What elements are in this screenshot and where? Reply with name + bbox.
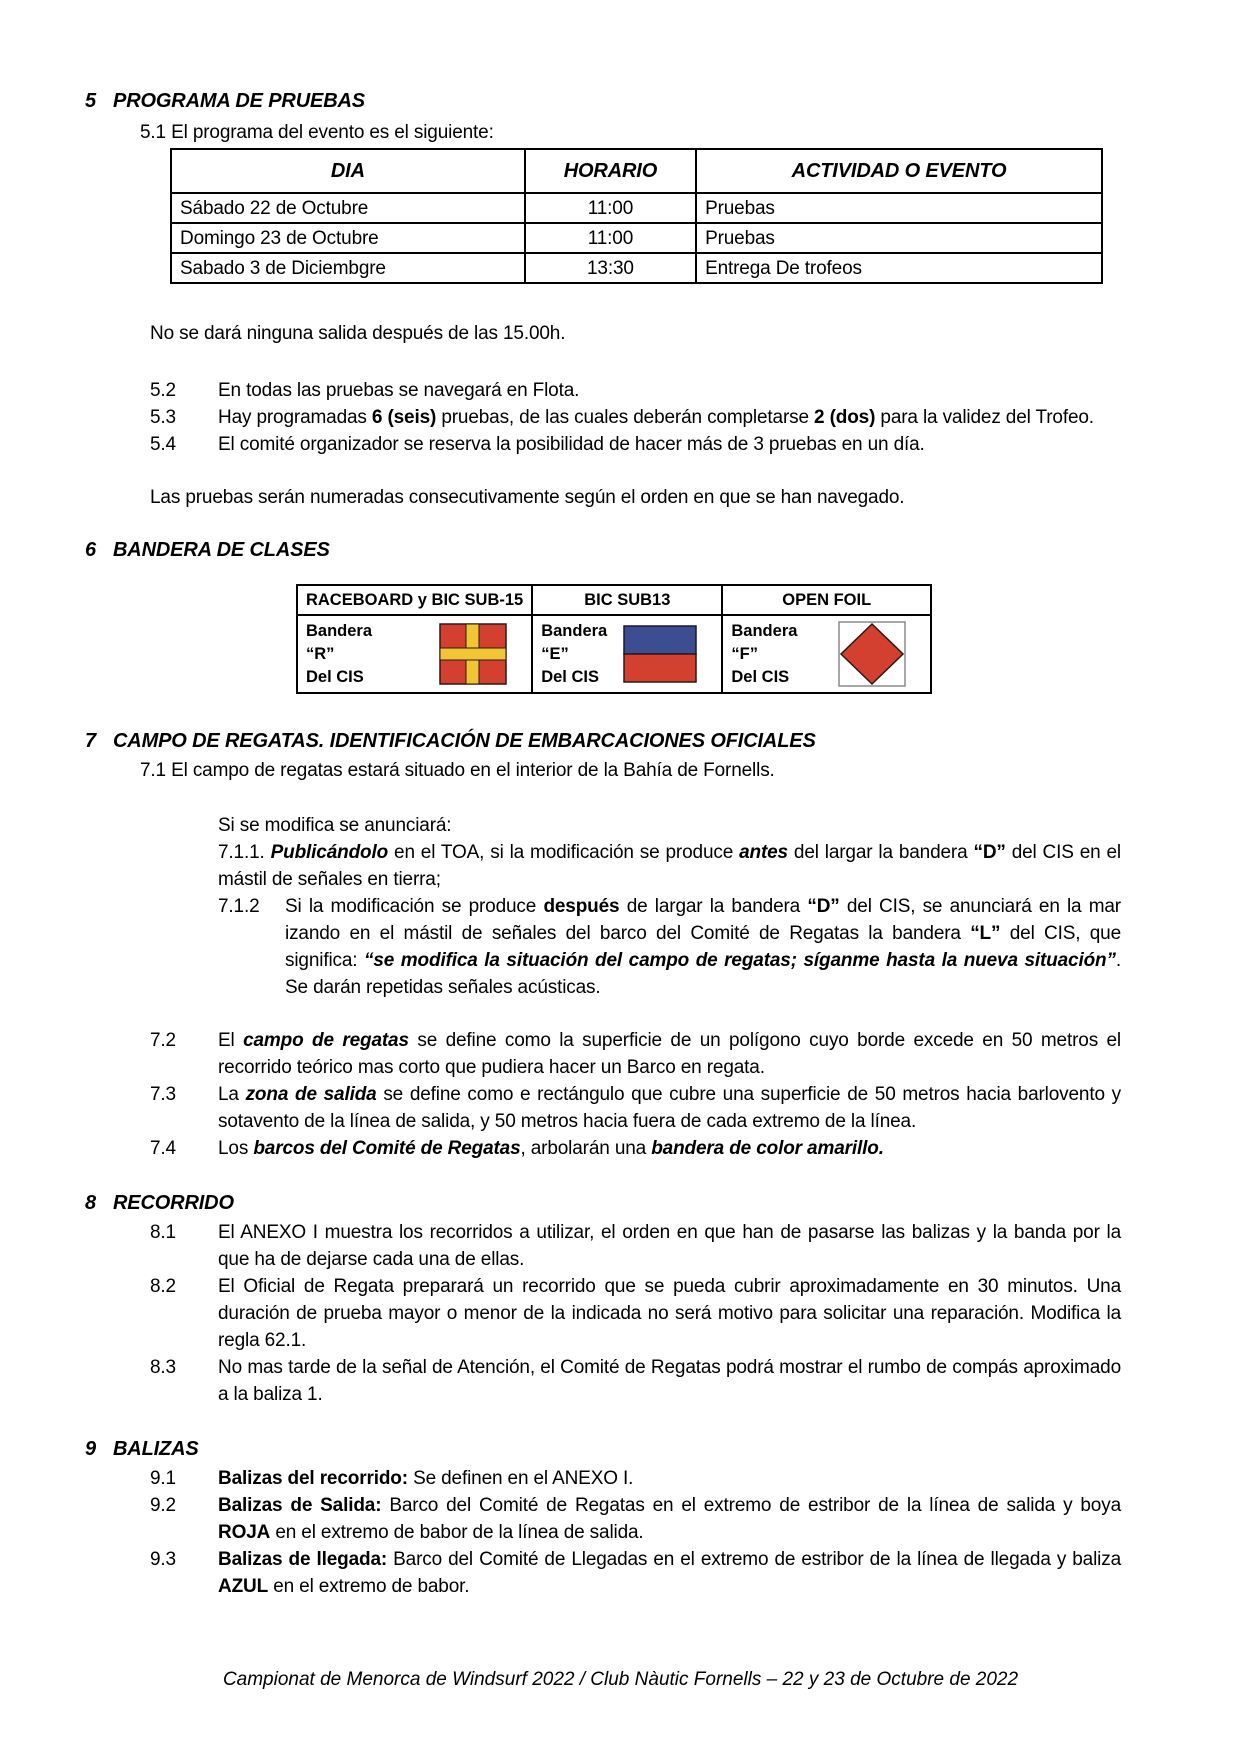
clause-text: Los barcos del Comité de Regatas, arbolarán una bandera de color amarillo. — [218, 1138, 884, 1159]
section-number: 5 — [85, 90, 96, 112]
flag-label: Bandera “E” Del CIS — [541, 621, 608, 686]
section-title: BALIZAS — [113, 1438, 199, 1460]
clause-number: 7.3 — [150, 1084, 176, 1105]
clause-text: El comité organizador se reserva la posibilidad de hacer más de 3 pruebas en un día. — [218, 434, 925, 455]
cell-activity: Pruebas — [696, 223, 1102, 253]
flag-label: Bandera “R” Del CIS — [306, 621, 373, 686]
flag-cell-r — [297, 615, 532, 693]
clause-8-2 — [150, 1273, 1121, 1354]
clause-text: La zona de salida se define como e rectángulo que cubre una superficie de 50 metros hacia barlovento y sotavento de la línea de salida, y 50 metros hacia fuera de cada extremo de la línea. — [218, 1084, 1121, 1132]
table-row — [171, 223, 1102, 253]
clause-number: 9.2 — [150, 1495, 176, 1516]
col-header-actividad: ACTIVIDAD O EVENTO — [696, 149, 1102, 193]
clause-number: 8.2 — [150, 1276, 176, 1297]
clause-text: Balizas del recorrido: Se definen en el ANEXO I. — [218, 1468, 634, 1489]
clause-8-3 — [150, 1354, 1121, 1408]
clause-text: Si la modificación se produce después de largar la bandera “D” del CIS, se anunciará en la mar izando en el mástil de señales del barco del Comité de Regatas la bandera “L” del CIS, que significa: “se modifica la situación del campo de regatas; síganme hasta la nueva situación”. Se darán repetidas señales acústicas. — [285, 896, 1121, 998]
flags-row — [297, 615, 931, 693]
section-9-heading — [85, 1436, 1121, 1463]
section-number: 9 — [85, 1438, 96, 1460]
flag-label: Bandera “F” Del CIS — [731, 621, 798, 686]
section-number: 6 — [85, 539, 96, 561]
clause-text: No mas tarde de la señal de Atención, el Comité de Regatas podrá mostrar el rumbo de compás aproximado a la baliza 1. — [218, 1357, 1121, 1405]
section-title: RECORRIDO — [113, 1192, 234, 1214]
announce-intro: Si se modifica se anunciará: — [218, 815, 452, 836]
numbering-note: Las pruebas serán numeradas consecutivamente según el orden en que se han navegado. — [150, 487, 905, 508]
clause-number: 7.2 — [150, 1030, 176, 1051]
class-openfoil: OPEN FOIL — [722, 585, 931, 615]
clause-5-2 — [150, 377, 1121, 404]
cell-activity: Pruebas — [696, 193, 1102, 223]
clause-5-3 — [150, 404, 1121, 431]
clause-number: 8.1 — [150, 1222, 176, 1243]
clause-7-1-2 — [218, 893, 1121, 1001]
clause-number: 9.1 — [150, 1468, 176, 1489]
col-header-horario: HORARIO — [525, 149, 696, 193]
clause-7-2 — [150, 1027, 1121, 1081]
schedule-table — [170, 148, 1103, 284]
clause-7-1-1: 7.1.1. Publicándolo en el TOA, si la modificación se produce antes del largar la bandera “D” del CIS en el mástil de señales en tierra; — [218, 842, 1121, 890]
cell-day: Domingo 23 de Octubre — [171, 223, 525, 253]
cell-time: 11:00 — [525, 193, 696, 223]
clause-9-1 — [150, 1465, 1121, 1492]
table-row — [171, 193, 1102, 223]
r-flag-icon — [439, 623, 521, 685]
clause-text: En todas las pruebas se navegará en Flota. — [218, 380, 580, 401]
flag-cell-f — [722, 615, 931, 693]
clause-8-1 — [150, 1219, 1121, 1273]
clause-number: 9.3 — [150, 1549, 176, 1570]
f-flag-icon — [838, 621, 920, 687]
clause-number: 5.3 — [150, 407, 176, 428]
section-8-heading — [85, 1190, 1121, 1217]
section-number: 8 — [85, 1192, 96, 1214]
section-5-heading — [85, 88, 1121, 115]
cell-day: Sabado 3 de Diciembgre — [171, 253, 525, 283]
clause-5-4 — [150, 431, 1121, 458]
clause-number: 7.1.2 — [218, 896, 260, 917]
section-7-heading — [85, 728, 1121, 755]
section-number: 7 — [85, 730, 96, 752]
clause-7-3 — [150, 1081, 1121, 1135]
cell-time: 13:30 — [525, 253, 696, 283]
section-title: BANDERA DE CLASES — [113, 539, 330, 561]
clause-9-2 — [150, 1492, 1121, 1546]
page-footer: Campionat de Menorca de Windsurf 2022 / Club Nàutic Fornells – 22 y 23 de Octubre de 2022 — [222, 1669, 1019, 1690]
flag-cell-e — [532, 615, 722, 693]
section-title: PROGRAMA DE PRUEBAS — [113, 90, 365, 112]
no-start-note: No se dará ninguna salida después de las 15.00h. — [150, 323, 566, 344]
clause-text: Hay programadas 6 (seis) pruebas, de las cuales deberán completarse 2 (dos) para la validez del Trofeo. — [218, 407, 1094, 428]
flags-header-row — [297, 585, 931, 615]
cell-activity: Entrega De trofeos — [696, 253, 1102, 283]
clause-text: Balizas de llegada: Barco del Comité de Llegadas en el extremo de estribor de la línea de llegada y baliza AZUL en el extremo de babor. — [218, 1549, 1121, 1597]
section-title: CAMPO DE REGATAS. IDENTIFICACIÓN DE EMBARCACIONES OFICIALES — [113, 730, 816, 752]
clause-5-1: 5.1 El programa del evento es el siguiente: — [140, 122, 494, 143]
clause-text: El ANEXO I muestra los recorridos a utilizar, el orden en que han de pasarse las balizas y la banda por la que ha de dejarse cada una de ellas. — [218, 1222, 1121, 1270]
clause-number: 7.4 — [150, 1138, 176, 1159]
e-flag-icon — [623, 625, 711, 683]
clause-7-1: 7.1 El campo de regatas estará situado en el interior de la Bahía de Fornells. — [140, 760, 775, 781]
clause-number: 8.3 — [150, 1357, 176, 1378]
clause-9-3 — [150, 1546, 1121, 1600]
clause-number: 5.2 — [150, 380, 176, 401]
class-flags-table — [296, 584, 932, 694]
clause-text: El campo de regatas se define como la superficie de un polígono cuyo borde excede en 50 metros el recorrido teórico mas corto que pudiera hacer un Barco en regata. — [218, 1030, 1121, 1078]
table-row — [171, 253, 1102, 283]
class-raceboard: RACEBOARD y BIC SUB-15 — [297, 585, 532, 615]
clause-text: El Oficial de Regata preparará un recorrido que se pueda cubrir aproximadamente en 30 minutos. Una duración de prueba mayor o menor de la indicada no será motivo para solicitar una reparación. Modifica la regla 62.1. — [218, 1276, 1121, 1351]
cell-day: Sábado 22 de Octubre — [171, 193, 525, 223]
clause-7-4 — [150, 1135, 1121, 1162]
cell-time: 11:00 — [525, 223, 696, 253]
clause-number: 5.4 — [150, 434, 176, 455]
col-header-dia: DIA — [171, 149, 525, 193]
table-header-row — [171, 149, 1102, 193]
class-bicsub13: BIC SUB13 — [532, 585, 722, 615]
clause-text: Balizas de Salida: Barco del Comité de Regatas en el extremo de estribor de la línea de salida y boya ROJA en el extremo de babor de la línea de salida. — [218, 1495, 1121, 1543]
section-6-heading — [85, 537, 1121, 564]
